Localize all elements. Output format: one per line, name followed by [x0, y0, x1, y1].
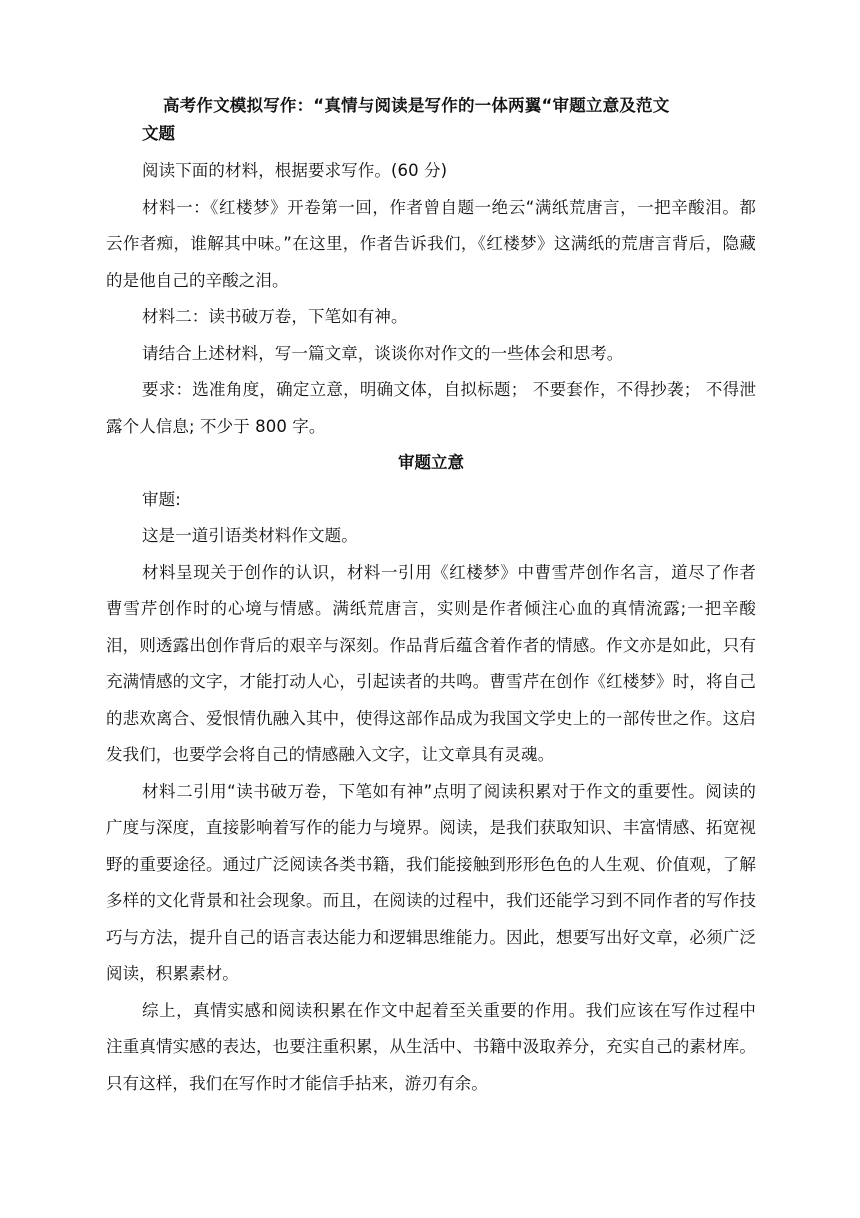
question-label: 文题	[142, 124, 175, 143]
analysis-paragraph: 材料二引用“读书破万卷，下笔如有神”点明了阅读积累对于作文的重要性。阅读的广度与深度，直接影响着写作的能力与境界。阅读，是我们获取知识、丰富情感、拓宽视野的重要途径。通过广泛阅读各类书籍，我们能接触到形形色色的人生观、价值观，了解多样的文化背景和社会现象。而且，在阅读的过程中，我们还能学习到不同作者的写作技巧与方法，提升自己的语言表达能力和逻辑思维能力。因此，想要写出好文章，必须广泛阅读，积累素材。	[106, 781, 756, 983]
prompt-paragraph: 要求：选准角度，确定立意，明确文体，自拟标题； 不要套作，不得抄袭； 不得泄露个人信息; 不少于 800 字。	[106, 380, 756, 436]
prompt-paragraph: 阅读下面的材料，根据要求写作。(60 分)	[142, 161, 448, 180]
document-title: 高考作文模拟写作：“真情与阅读是写作的一体两翼“审题立意及范文	[163, 96, 670, 115]
analysis-paragraph: 综上，真情实感和阅读积累在作文中起着至关重要的作用。我们应该在写作过程中注重真情实感的表达，也要注重积累，从生活中、书籍中汲取养分，充实自己的素材库。只有这样，我们在写作时才能信手拈来，游刃有余。	[106, 1000, 756, 1093]
prompt-paragraph: 材料一：《红楼梦》开卷第一回，作者曾自题一绝云“满纸荒唐言，一把辛酸泪。都云作者痴，谁解其中味。”在这里，作者告诉我们，《红楼梦》这满纸的荒唐言背后，隐藏的是他自己的辛酸之泪。	[106, 197, 756, 290]
analysis-paragraph: 审题:	[142, 489, 181, 509]
section-heading: 审题立意	[398, 453, 464, 472]
prompt-paragraph: 材料二：读书破万卷，下笔如有神。	[142, 307, 408, 326]
prompt-paragraph: 请结合上述材料，写一篇文章，谈谈你对作文的一些体会和思考。	[142, 343, 624, 363]
analysis-paragraph: 材料呈现关于创作的认识，材料一引用《红楼梦》中曹雪芹创作名言，道尽了作者曹雪芹创作时的心境与情感。满纸荒唐言，实则是作者倾注心血的真情流露;一把辛酸泪，则透露出创作背后的艰辛与深刻。作品背后蕴含着作者的情感。作文亦是如此，只有充满情感的文字，才能打动人心，引起读者的共鸣。曹雪芹在创作《红楼梦》时，将自己的悲欢离合、爱恨情仇融入其中，使得这部作品成为我国文学史上的一部传世之作。这启发我们，也要学会将自己的情感融入文字，让文章具有灵魂。	[106, 562, 756, 764]
analysis-paragraph: 这是一道引语类材料作文题。	[142, 526, 358, 545]
